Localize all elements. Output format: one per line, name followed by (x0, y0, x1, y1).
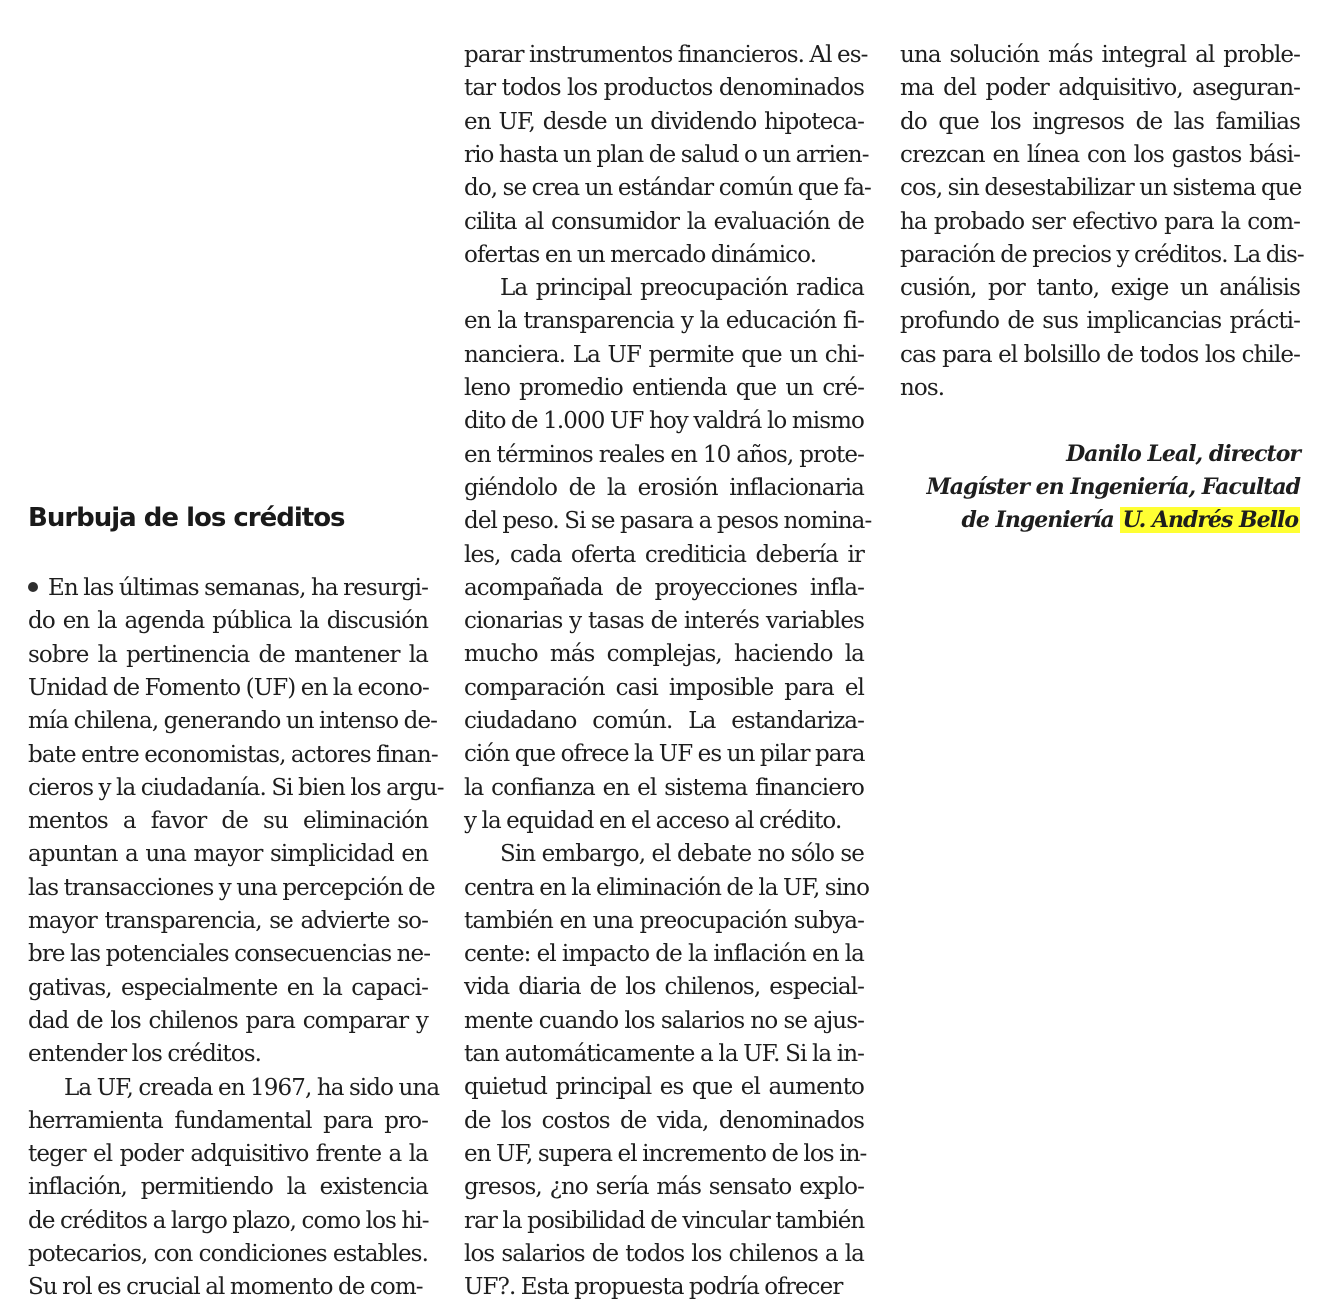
article-line (464, 338, 864, 372)
article-line-text: En las últimas semanas, ha resurgi- (48, 575, 428, 601)
article-line (28, 738, 438, 772)
article-line-text: do que los ingresos de las familias (900, 108, 1300, 135)
article-line (28, 638, 428, 672)
article-line (464, 637, 864, 671)
article-line (28, 571, 428, 605)
article-line-text: Unidad de Fomento (UF) en la econo- (28, 674, 429, 701)
article-line (900, 138, 1300, 172)
article-line (28, 1270, 428, 1304)
article-line-text: vida diaria de los chilenos, especial- (464, 974, 864, 1001)
article-line-text: comparación casi imposible para el (464, 674, 864, 701)
article-line (28, 1004, 428, 1038)
article-line (28, 904, 428, 938)
article-line (28, 804, 428, 838)
article-line-text: parar instrumentos financieros. Al es- (464, 42, 868, 68)
article-line (464, 737, 864, 771)
article-line (900, 304, 1300, 338)
article-line (28, 937, 431, 971)
article-line-text: nanciera. La UF permite que un chi- (464, 341, 864, 368)
article-line-text: también en una preocupación subya- (464, 907, 864, 934)
article-line-text: paración de precios y créditos. La dis- (900, 241, 1304, 268)
article-line-text: la confianza en el sistema financiero (464, 774, 864, 801)
article-line-text: del peso. Si se pasara a pesos nomina- (464, 508, 872, 535)
article-headline: Burbuja de los créditos (28, 503, 345, 533)
article-line (900, 238, 1304, 272)
article-line-text: dad de los chilenos para comparar y (28, 1007, 428, 1034)
article-line (28, 671, 428, 705)
article-line (464, 538, 864, 572)
article-line (464, 171, 871, 205)
article-line (464, 671, 864, 705)
article-line-text: sobre la pertinencia de mantener la (28, 641, 428, 668)
article-line (464, 1204, 864, 1238)
article-line (464, 138, 869, 172)
article-line-text: bate entre economistas, actores finan- (28, 741, 438, 768)
highlighted-university: U. Andrés Bello (1122, 507, 1298, 533)
article-line-text: dito de 1.000 UF hoy valdrá lo mismo (464, 408, 864, 435)
article-line-text: leno promedio entienda que un cré- (464, 375, 864, 401)
article-line-text: cas para el bolsillo de todos los chile- (900, 341, 1300, 368)
article-line-text: nos. (900, 375, 945, 401)
article-line-text: cos, sin desestabilizar un sistema que (900, 175, 1302, 202)
bullet-icon (28, 582, 38, 592)
article-line (464, 105, 864, 139)
article-line (464, 1237, 864, 1271)
article-line-text: las transacciones y una percepción de (28, 874, 435, 901)
article-line (900, 38, 1300, 72)
article-line (900, 371, 1300, 405)
article-line (464, 1170, 864, 1204)
article-line (28, 1237, 428, 1271)
article-line (464, 871, 870, 905)
article-line-text: rar la posibilidad de vincular también (464, 1207, 865, 1234)
article-line-text: bre las potenciales consecuencias ne- (28, 941, 431, 968)
article-line-text: y la equidad en el acceso al crédito. (464, 807, 842, 834)
article-line-text: en términos reales en 10 años, prote- (464, 441, 864, 468)
article-line-text: inflación, permitiendo la existencia (28, 1174, 428, 1201)
article-line (464, 970, 864, 1004)
article-line-text: giéndolo de la erosión inflacionaria (464, 474, 864, 501)
article-line (464, 1070, 864, 1104)
article-line-text: cente: el impacto de la inflación en la (464, 941, 864, 968)
article-line-text: do, se crea un estándar común que fa- (464, 175, 871, 202)
article-line-text: Su rol es crucial al momento de com- (28, 1274, 423, 1301)
article-line-text: entender los créditos. (28, 1041, 262, 1068)
signature-affiliation: Magíster en Ingeniería, Facultad (926, 474, 1300, 500)
article-line (28, 1170, 428, 1204)
article-line-text: en UF, supera el incremento de los in- (464, 1140, 867, 1167)
article-line (900, 205, 1300, 239)
article-line (464, 1104, 864, 1138)
article-line (28, 971, 428, 1005)
article-line-text: cilita al consumidor la evaluación de (464, 208, 864, 235)
article-line (900, 338, 1300, 372)
signature-faculty: de Ingeniería (961, 507, 1114, 533)
article-line-text: ofertas en un mercado dinámico. (464, 241, 817, 268)
article-line-text: los salarios de todos los chilenos a la (464, 1240, 864, 1267)
article-line (28, 837, 428, 871)
article-line-text: ma del poder adquisitivo, aseguran- (900, 75, 1300, 102)
article-line (28, 1037, 428, 1071)
article-line-text: Sin embargo, el debate no sólo se (500, 841, 864, 868)
article-line-text: cieros y la ciudadanía. Si bien los argu- (28, 774, 444, 801)
article-line-text: potecarios, con condiciones estables. (28, 1241, 428, 1267)
article-line (464, 771, 864, 805)
article-line-text: les, cada oferta crediticia debería ir (464, 541, 864, 568)
article-line (464, 238, 864, 272)
article-line (464, 571, 864, 605)
article-line-text: cionarias y tasas de interés variables (464, 608, 864, 635)
article-line-text: do en la agenda pública la discusión (28, 608, 428, 635)
article-line-text: mentos a favor de su eliminación (28, 808, 428, 835)
article-line-text: acompañada de proyecciones infla- (464, 574, 864, 601)
article-line (464, 205, 864, 239)
article-line-text: teger el poder adquisitivo frente a la (28, 1141, 428, 1168)
article-line (464, 904, 864, 938)
article-line (900, 171, 1300, 205)
article-line (464, 804, 864, 838)
article-line-text: mente cuando los salarios no se ajus- (464, 1007, 864, 1034)
article-line (28, 604, 428, 638)
article-line-text: gresos, ¿no sería más sensato explo- (464, 1174, 864, 1201)
signature-institution (962, 503, 1300, 537)
signature-author: Danilo Leal, director (1066, 441, 1300, 467)
article-line (464, 371, 864, 405)
article-line-text: quietud principal es que el aumento (464, 1074, 864, 1101)
article-line (900, 71, 1300, 105)
article-line (28, 704, 438, 738)
article-line (464, 837, 864, 871)
article-line (464, 937, 864, 971)
article-line (28, 1137, 428, 1171)
article-line (900, 105, 1300, 139)
article-line (28, 1204, 428, 1238)
article-line (900, 271, 1300, 305)
article-line-text: La principal preocupación radica (500, 275, 864, 302)
article-line-text: de los costos de vida, denominados (464, 1107, 864, 1134)
article-line-text: herramienta fundamental para pro- (28, 1107, 428, 1134)
article-line-text: centra en la eliminación de la UF, sino (464, 874, 870, 901)
article-line-text: en la transparencia y la educación fi- (464, 308, 864, 335)
article-line (28, 771, 444, 805)
article-line (464, 1137, 867, 1171)
article-line-text: en UF, desde un dividendo hipoteca- (464, 108, 864, 135)
article-line-text: cusión, por tanto, exige un análisis (900, 275, 1300, 302)
article-line (464, 1004, 864, 1038)
article-line-text: tan automáticamente a la UF. Si la in- (464, 1041, 864, 1067)
article-line-text: rio hasta un plan de salud o un arrien- (464, 141, 869, 168)
article-line (464, 471, 864, 505)
article-line (464, 271, 864, 305)
article-line-text: La UF, creada en 1967, ha sido una (64, 1074, 440, 1101)
article-line (28, 1071, 440, 1105)
article-line (464, 504, 872, 538)
article-line-text: mía chilena, generando un intenso de- (28, 708, 438, 735)
article-line (464, 404, 864, 438)
article-line-text: UF?. Esta propuesta podría ofrecer (464, 1274, 843, 1301)
article-line (28, 1104, 428, 1138)
article-line-text: de créditos a largo plazo, como los hi- (28, 1207, 429, 1234)
article-line-text: mucho más complejas, haciendo la (464, 641, 864, 668)
article-line (464, 604, 864, 638)
article-line (28, 871, 435, 905)
article-line-text: tar todos los productos denominados (464, 75, 864, 102)
article-line (464, 304, 864, 338)
article-line-text: ha probado ser efectivo para la com- (900, 208, 1300, 235)
article-line-text: una solución más integral al proble- (900, 42, 1300, 68)
article-line (464, 38, 868, 72)
article-line-text: ción que ofrece la UF es un pilar para (464, 741, 865, 768)
article-line-text: crezcan en línea con los gastos bási- (900, 141, 1300, 168)
article-line-text: mayor transparencia, se advierte so- (28, 908, 428, 934)
article-line-text: profundo de sus implicancias prácti- (900, 308, 1300, 335)
article-line-text: gativas, especialmente en la capaci- (28, 974, 428, 1001)
article-line (464, 438, 864, 472)
article-line-text: ciudadano común. La estandariza- (464, 708, 864, 734)
article-line (464, 71, 864, 105)
article-line (464, 1037, 864, 1071)
article-line-text: apuntan a una mayor simplicidad en (28, 841, 428, 868)
article-line (464, 704, 864, 738)
article-line (464, 1270, 864, 1304)
